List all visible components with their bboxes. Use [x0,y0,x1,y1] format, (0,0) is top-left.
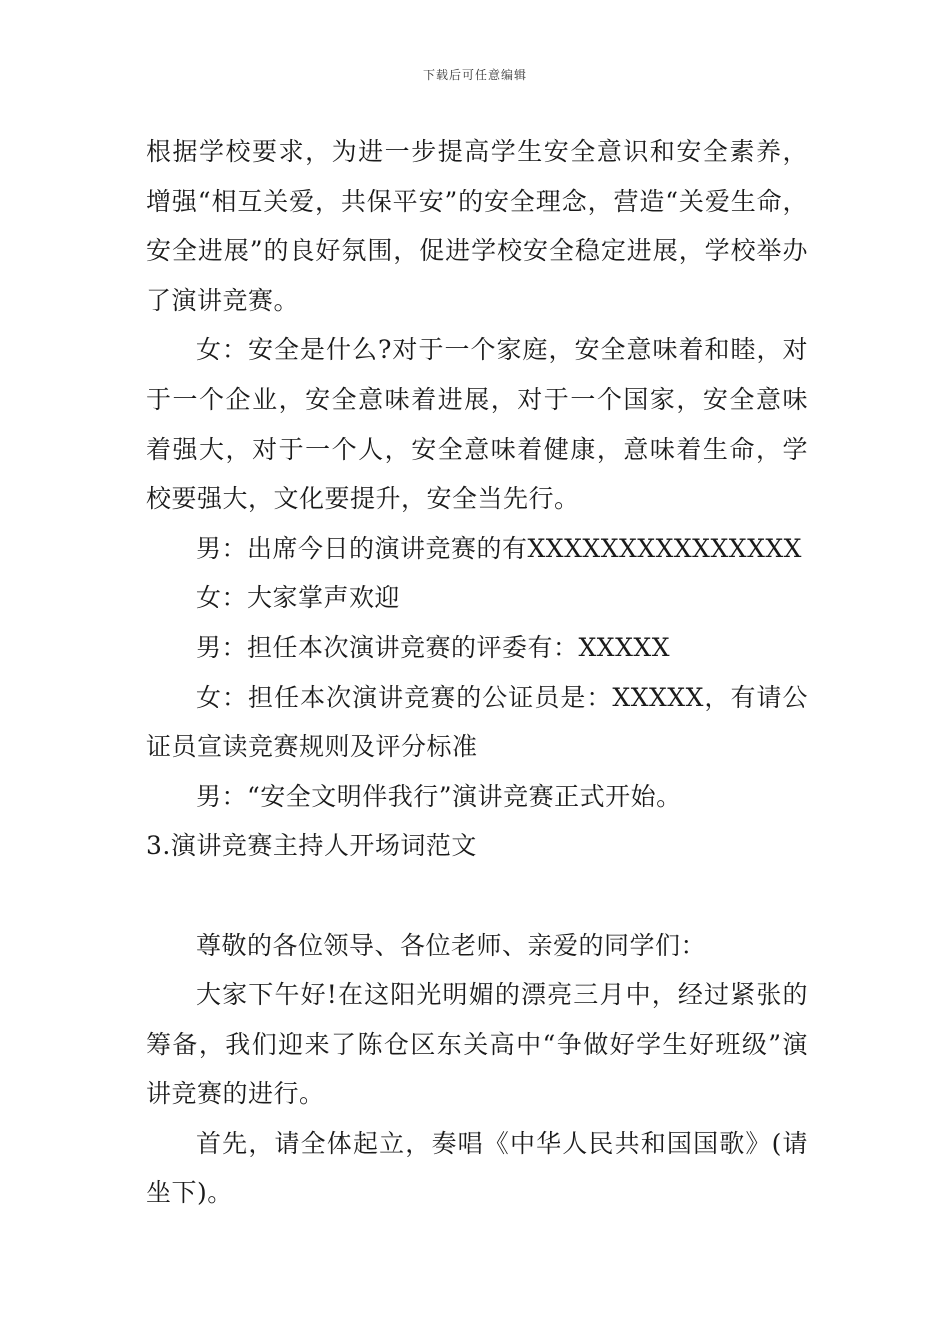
paragraph-intro: 根据学校要求，为进一步提高学生安全意识和安全素养，增强“相互关爱，共保平安”的安全理念，营造“关爱生命，安全进展”的良好氛围，促进学校安全稳定进展，学校举办了演讲竞赛。 [146,137,808,315]
paragraph-female-host-1: 女：安全是什么?对于一个家庭，安全意味着和睦，对于一个企业，安全意味着进展，对于一个国家，安全意味着强大，对于一个人，安全意味着健康，意味着生命，学校要强大，文化要提升，安全当先行。 [146,335,808,514]
blank-line [146,871,808,921]
paragraph-female-host-2: 女：大家掌声欢迎 [196,583,401,613]
section-heading: 3.演讲竞赛主持人开场词范文 [146,831,477,861]
paragraph-male-host-2: 男：担任本次演讲竞赛的评委有：XXXXX [196,632,670,662]
document-body [146,127,808,1218]
paragraph-female-host-3: 女：担任本次演讲竞赛的公证员是：XXXXX，有请公证员宣读竞赛规则及评分标准 [146,682,808,762]
paragraph-anthem: 首先，请全体起立，奏唱《中华人民共和国国歌》(请坐下)。 [146,1128,808,1208]
paragraph-opening: 大家下午好!在这阳光明媚的漂亮三月中，经过紧张的筹备，我们迎来了陈仓区东关高中“争做好学生好班级”演讲竞赛的进行。 [146,980,808,1109]
paragraph-greeting: 尊敬的各位领导、各位老师、亲爱的同学们： [196,930,707,960]
page-header: 下载后可任意编辑 [422,68,527,82]
paragraph-male-host-3: 男：“安全文明伴我行”演讲竞赛正式开始。 [196,781,682,811]
paragraph-male-host-1: 男：出席今日的演讲竞赛的有XXXXXXXXXXXXXXX [196,533,802,563]
